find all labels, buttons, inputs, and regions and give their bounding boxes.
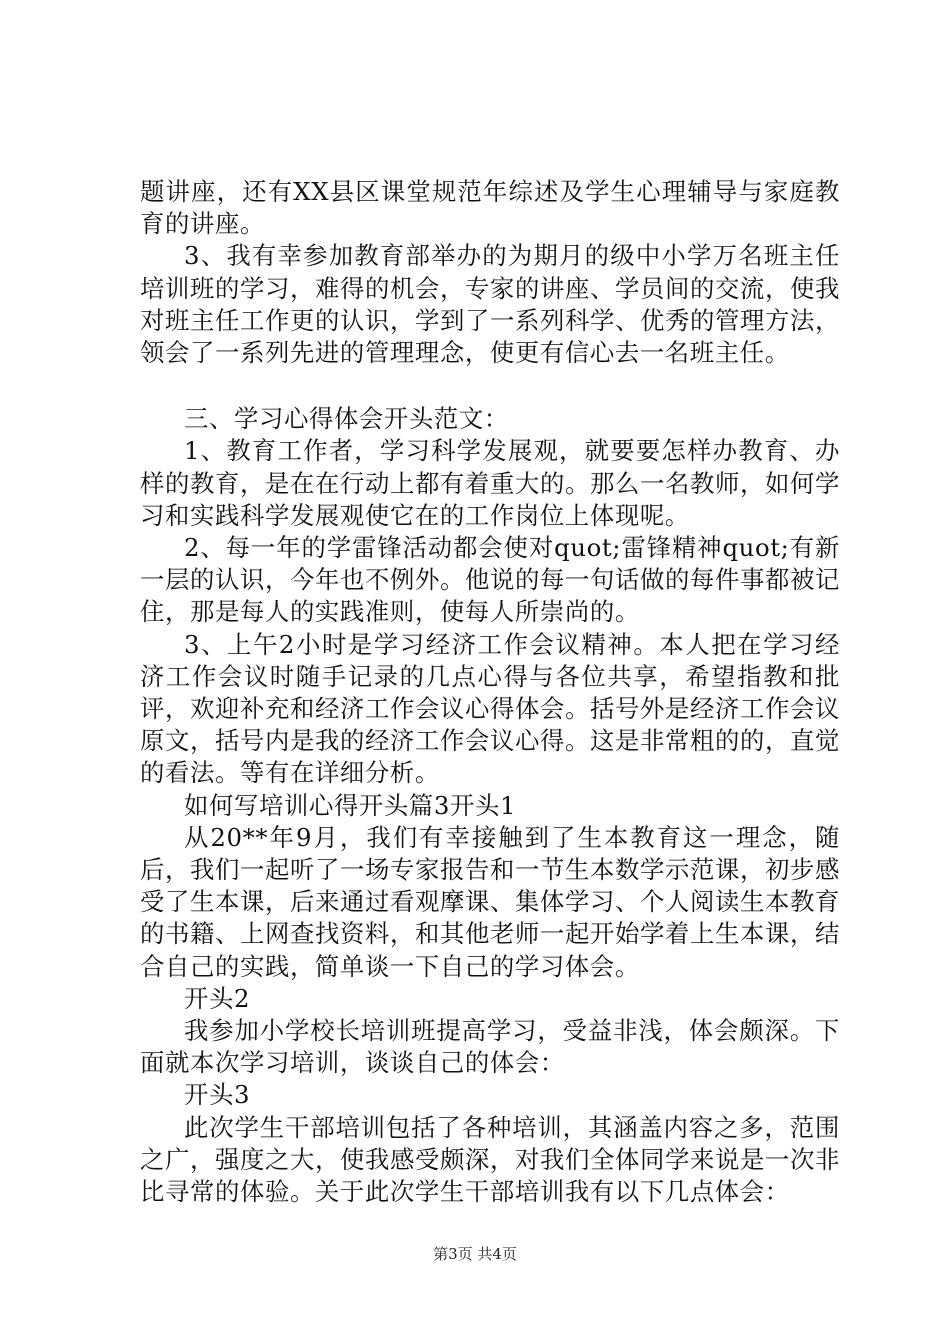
document-body [140,176,840,1208]
paragraph-8: 从20**年9月，我们有幸接触到了生本教育这一理念，随后，我们一起听了一场专家报告和一节生本数学示范课，初步感受了生本课，后来通过看观摩课、集体学习、个人阅读生本教育的书籍、上网查找资料，和其他老师一起开始学着上生本课，结合自己的实践，简单谈一下自己的学习体会。 [140,822,840,981]
paragraph-12: 此次学生干部培训包括了各种培训，其涵盖内容之多，范围之广，强度之大，使我感受颇深，对我们全体同学来说是一次非比寻常的体验。关于此次学生干部培训我有以下几点体会： [140,1112,840,1207]
paragraph-gap [140,369,840,403]
paragraph-6: 3、上午2小时是学习经济工作会议精神。本人把在学习经济工作会议时随手记录的几点心得与各位共享，希望指教和批评，欢迎补充和经济工作会议心得体会。括号外是经济工作会议原文，括号内是我的经济工作会议心得。这是非常粗的的，直觉的看法。等有在详细分析。 [140,629,840,788]
page-number-footer: 第3页 共4页 [433,1245,517,1263]
paragraph-2: 3、我有幸参加教育部举办的为期月的级中小学万名班主任培训班的学习，难得的机会，专家的讲座、学员间的交流，使我对班主任工作更的认识，学到了一系列科学、优秀的管理方法，领会了一系列先进的管理理念，使更有信心去一名班主任。 [140,241,840,368]
section-heading: 三、学习心得体会开头范文： [184,404,509,434]
paragraph-4: 1、教育工作者，学习科学发展观，就要要怎样办教育、办样的教育，是在在行动上都有着重大的。那么一名教师，如何学习和实践科学发展观使它在的工作岗位上体现呢。 [140,436,840,530]
subheading-opening-3: 开头3 [184,1080,251,1110]
subheading-opening-2: 开头2 [184,983,251,1013]
subheading-opening-1: 如何写培训心得开头篇3开头1 [184,790,517,820]
paragraph-5: 2、每一年的学雷锋活动都会使对quot;雷锋精神quot;有新一层的认识，今年也不例外。他说的每一句话做的每件事都被记住，那是每人的实践准则，使每人所崇尚的。 [140,533,840,627]
paragraph-10: 我参加小学校长培训班提高学习，受益非浅，体会颇深。下面就本次学习培训，谈谈自己的体会： [140,1016,840,1078]
paragraph-1: 题讲座，还有XX县区课堂规范年综述及学生心理辅导与家庭教育的讲座。 [140,177,840,239]
